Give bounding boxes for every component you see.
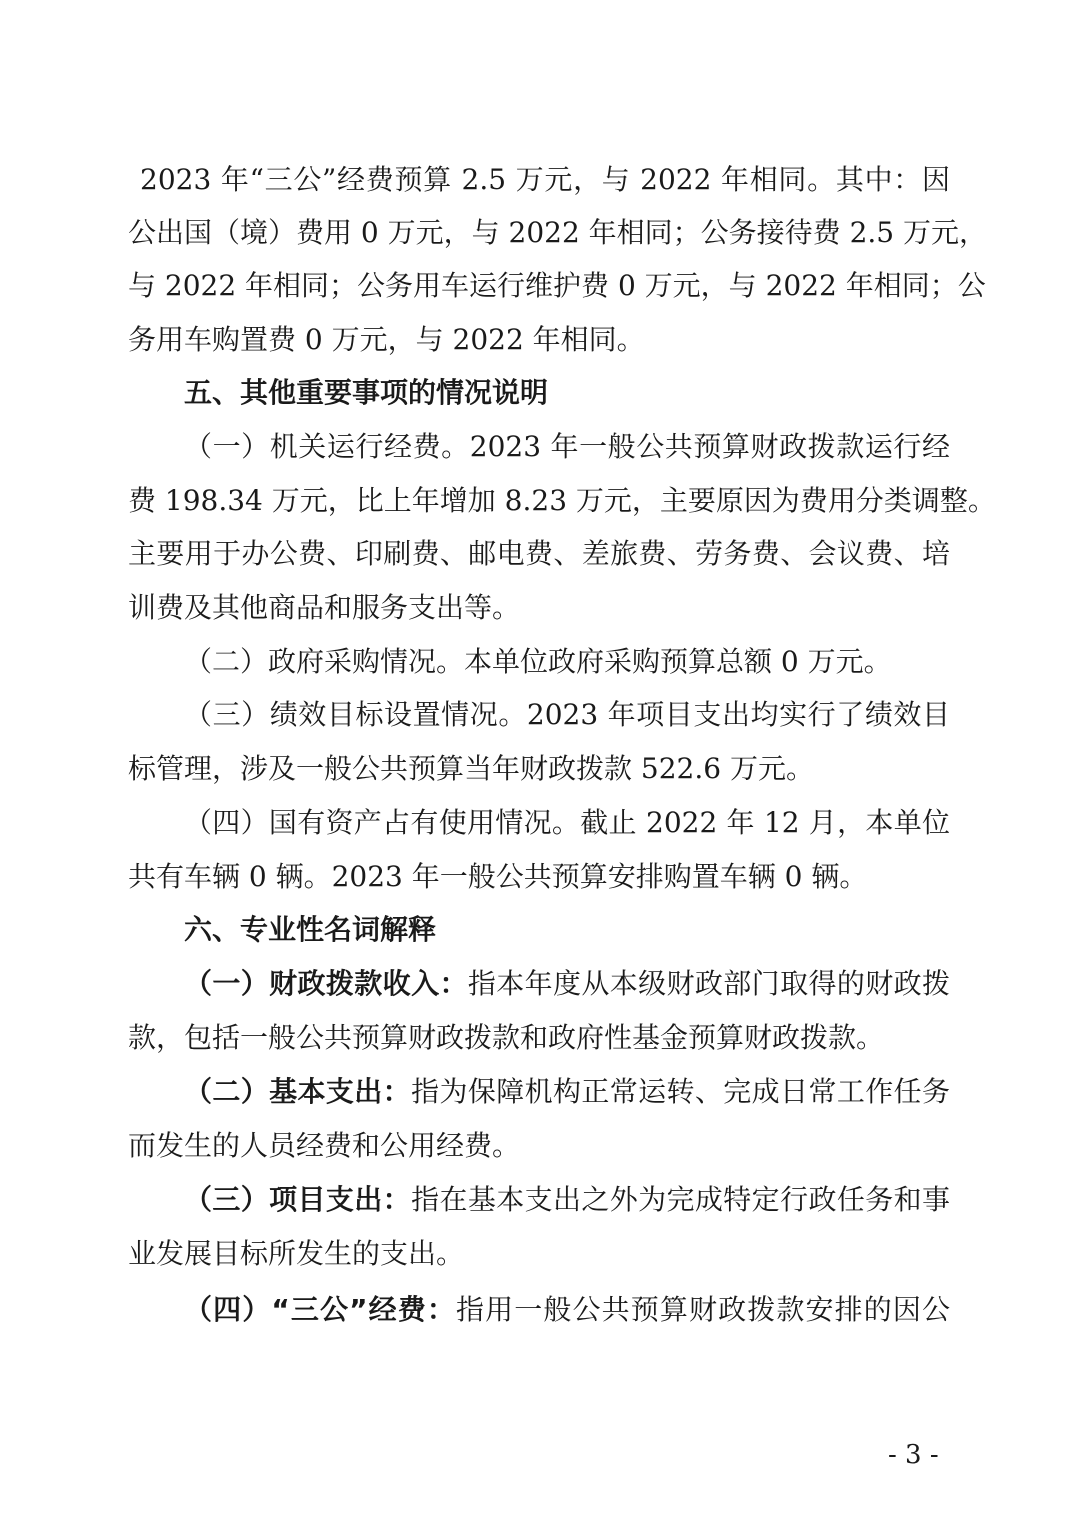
term-label: （三）项目支出： bbox=[184, 1183, 412, 1216]
term-label: （二）基本支出： bbox=[184, 1075, 412, 1108]
text-line: 与 2022 年相同；公务用车运行维护费 0 万元，与 2022 年相同；公 bbox=[128, 269, 986, 302]
text-line: （一）机关运行经费。2023 年一般公共预算财政拨款运行经 bbox=[184, 430, 950, 463]
text-line: 主要用于办公费、印刷费、邮电费、差旅费、劳务费、会议费、培 bbox=[128, 537, 950, 570]
term-label: （一）财政拨款收入： bbox=[184, 967, 468, 1000]
text-line: （四）国有资产占有使用情况。截止 2022 年 12 月，本单位 bbox=[184, 806, 950, 839]
text-line bbox=[184, 1072, 950, 1112]
text-line: 训费及其他商品和服务支出等。 bbox=[128, 591, 521, 624]
text-line: 费 198.34 万元，比上年增加 8.23 万元，主要原因为费用分类调整。 bbox=[128, 484, 996, 517]
text-line: 款，包括一般公共预算财政拨款和政府性基金预算财政拨款。 bbox=[128, 1021, 885, 1054]
text-line: 业发展目标所发生的支出。 bbox=[128, 1237, 465, 1270]
text-line: 共有车辆 0 辆。2023 年一般公共预算安排购置车辆 0 辆。 bbox=[128, 860, 868, 893]
section-heading-six: 六、专业性名词解释 bbox=[184, 913, 437, 946]
text-line bbox=[184, 964, 950, 1004]
text-line: 务用车购置费 0 万元，与 2022 年相同。 bbox=[128, 323, 645, 356]
term-definition: 指为保障机构正常运转、完成日常工作任务 bbox=[411, 1075, 950, 1108]
section-heading-five: 五、其他重要事项的情况说明 bbox=[184, 376, 549, 409]
term-label: （四）“三公”经费： bbox=[184, 1293, 457, 1326]
text-line: （二）政府采购情况。本单位政府采购预算总额 0 万元。 bbox=[184, 645, 892, 678]
text-line bbox=[184, 1180, 950, 1220]
page-number: - 3 - bbox=[888, 1440, 939, 1470]
text-line: 标管理，涉及一般公共预算当年财政拨款 522.6 万元。 bbox=[128, 752, 814, 785]
text-line: 而发生的人员经费和公用经费。 bbox=[128, 1129, 521, 1162]
term-definition: 指用一般公共预算财政拨款安排的因公 bbox=[456, 1293, 950, 1326]
text-line bbox=[184, 1290, 950, 1330]
term-definition: 指在基本支出之外为完成特定行政任务和事 bbox=[411, 1183, 950, 1216]
text-line: 2023 年“三公”经费预算 2.5 万元，与 2022 年相同。其中：因 bbox=[140, 163, 950, 196]
text-line: 公出国（境）费用 0 万元，与 2022 年相同；公务接待费 2.5 万元， bbox=[128, 216, 988, 249]
text-line: （三）绩效目标设置情况。2023 年项目支出均实行了绩效目 bbox=[184, 698, 950, 731]
term-definition: 指本年度从本级财政部门取得的财政拨 bbox=[467, 967, 950, 1000]
